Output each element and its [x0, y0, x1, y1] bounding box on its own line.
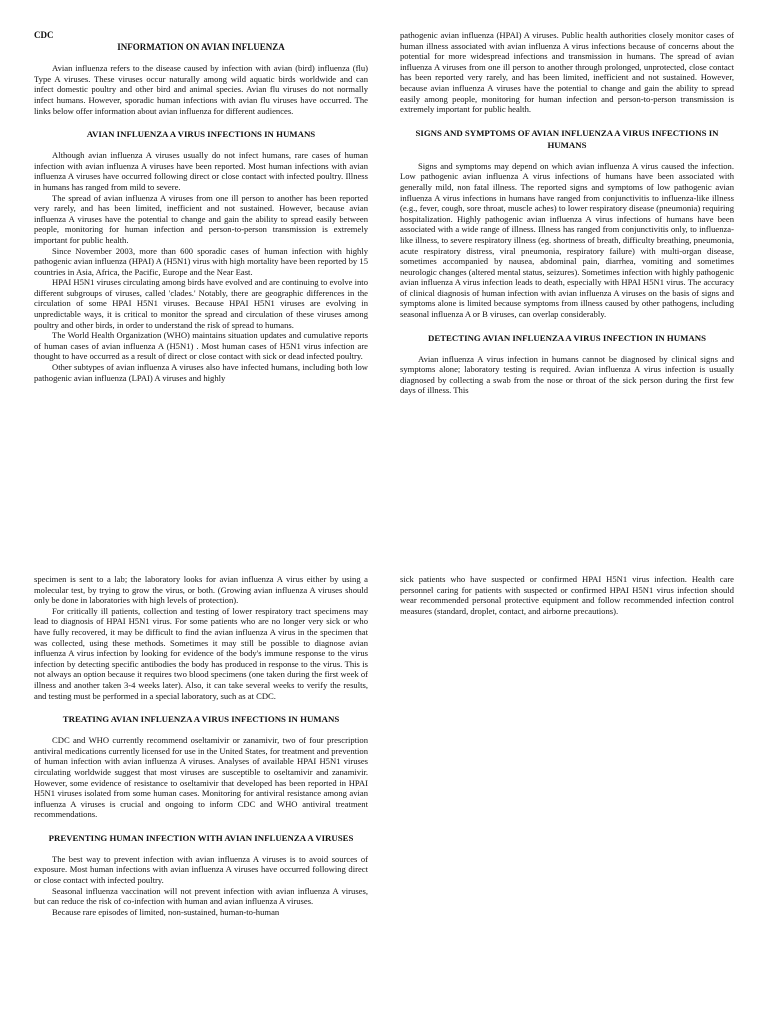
- section-heading-infections: AVIAN INFLUENZA A VIRUS INFECTIONS IN HUMANS: [86, 129, 316, 140]
- paragraph: HPAI H5N1 viruses circulating among birds have evolved and are continuing to evolve into different subgroups of viruses, called 'clades.' Notably, there are geographic differences in the circulation of some HPAI H5N1 viruses. Because HPAI H5N1 viruses are evolving in unpredictable ways, it is critical to monitor the spread and circulation of these viruses among poultry and other birds, in order to understand the risk of spread to humans.: [34, 277, 368, 330]
- paragraph: Avian influenza A virus infection in humans cannot be diagnosed by clinical signs and symptoms alone; laboratory testing is required. Avian influenza A virus infection is usually diagnosed by collecting a swab from the nose or throat of the sick person during the first few days of illness. This: [400, 353, 734, 396]
- page-2-right-column: [400, 574, 734, 616]
- paragraph: CDC and WHO currently recommend oseltamivir or zanamivir, two of four prescription antiviral medications currently licensed for use in the United States, for treatment and prevention of human infection with avian influenza A viruses. Analyses of available HPAI H5N1 viruses circulating worldwide suggest that most viruses are susceptible to oseltamivir and zanamivir. However, some evidence of resistance to oseltamivir that developed has been reported in HPAI H5N1 viruses isolated from some human cases. Monitoring for antiviral resistance among avian influenza A viruses is crucial and ongoing to inform CDC and WHO antiviral treatment recommendations.: [34, 735, 368, 820]
- section-heading-symptoms: SIGNS AND SYMPTOMS OF AVIAN INFLUENZA A VIRUS INFECTIONS IN HUMANS: [415, 127, 719, 150]
- intro-paragraph: Avian influenza refers to the disease caused by infection with avian (bird) influenza (flu) Type A viruses. These viruses occur naturally among wild aquatic birds worldwide and can infect domestic poultry and other bird and animal species. Avian flu viruses do not normally infect humans. However, sporadic human infections with avian flu viruses have occurred. The links below offer information about avian influenza for different audiences.: [34, 63, 368, 116]
- org-label: CDC: [34, 30, 54, 40]
- paragraph: Other subtypes of avian influenza A viruses also have infected humans, including both low pathogenic avian influenza (LPAI) A viruses and highly: [34, 362, 368, 383]
- page-1-left-column: [34, 30, 368, 383]
- paragraph: Because rare episodes of limited, non-sustained, human-to-human: [52, 906, 280, 917]
- page-1-right-column: [400, 30, 734, 396]
- paragraph: sick patients who have suspected or confirmed HPAI H5N1 virus infection. Health care personnel caring for patients with suspected or confirmed HPAI H5N1 virus infection should wear recommended personal protective equipment and follow recommended infection control measures (standard, droplet, contact, and airborne precautions).: [400, 574, 734, 616]
- paragraph: Signs and symptoms may depend on which avian influenza A virus caused the infection. Low pathogenic avian influenza A virus infections of humans have been associated with generally mild, non fatal illness. The reported signs and symptoms of low pathogenic avian influenza A virus infections in humans have ranged from conjunctivitis to influenza-like illness (e.g., fever, cough, sore throat, muscle aches) to lower respiratory disease (pneumonia) requiring hospitalization. Highly pathogenic avian influenza A virus infections of humans have been associated with a wide range of illness. Illness has ranged from conjunctivitis only, to influenza-like illness, to severe respiratory illness (eg. shortness of breath, difficulty breathing, pneumonia, acute respiratory distress, viral pneumonia, respiratory failure) with multi-organ disease, sometimes accompanied by nausea, abdominal pain, diarrhea, vomiting and sometimes neurologic changes (altered mental status, seizures). Sometimes infection with highly pathogenic avian influenza A virus infection leads to death, especially with HPAI H5N1 virus. The accuracy of clinical diagnosis of human infection with avian influenza A viruses on the basis of signs and symptoms alone is limited because symptoms from illness caused by other pathogens, including seasonal influenza A or B viruses, can overlap considerably.: [400, 160, 734, 320]
- page-2-left-column: [34, 574, 368, 917]
- paragraph: specimen is sent to a lab; the laboratory looks for avian influenza A virus either by using a molecular test, by trying to grow the virus, or both. (Growing avian influenza A viruses should only be done in laboratories with high levels of protection).: [34, 574, 368, 606]
- paragraph: For critically ill patients, collection and testing of lower respiratory tract specimens may lead to diagnosis of HPAI H5N1 virus. For some patients who are no longer very sick or who have fully recovered, it may be difficult to find the avian influenza A virus in the specimen that was collected, using these methods. Sometimes it may still be possible to diagnose avian influenza A virus infection by looking for evidence of the body's immune response to the virus infection by detecting specific antibodies the body has produced in response to the virus. This is not always an option because it requires two blood specimens (one taken during the first week of illness and another taken 3-4 weeks later). Also, it can take several weeks to verify the results, and testing must be performed in a special laboratory, such as at CDC.: [34, 605, 368, 701]
- paragraph: The best way to prevent infection with avian influenza A viruses is to avoid sources of exposure. Most human infections with avian influenza A viruses have occurred following direct or close contact with infected poultry.: [34, 853, 368, 886]
- paragraph: Seasonal influenza vaccination will not prevent infection with avian influenza A viruses, but can reduce the risk of co-infection with human and avian influenza A viruses.: [34, 885, 368, 907]
- paragraph: The World Health Organization (WHO) maintains situation updates and cumulative reports of human cases of avian influenza A (H5N1) . Most human cases of H5N1 virus infection are thought to have occurred as a result of direct or close contact with sick or dead infected poultry.: [34, 330, 368, 362]
- section-heading-preventing: PREVENTING HUMAN INFECTION WITH AVIAN INFLUENZA A VIRUSES: [48, 832, 354, 843]
- paragraph: Although avian influenza A viruses usually do not infect humans, rare cases of human infection with avian influenza A viruses have been reported. Most human infections with avian influenza A viruses have occurred following direct or close contact with infected poultry. Illness in humans has ranged from mild to severe.: [34, 150, 368, 192]
- section-heading-treating: TREATING AVIAN INFLUENZA A VIRUS INFECTIONS IN HUMANS: [62, 714, 340, 725]
- paragraph: The spread of avian influenza A viruses from one ill person to another has been reported very rarely, and has been limited, inefficient and not sustained. However, because avian influenza A viruses have the potential to change and gain the ability to spread easily between people, monitoring for human infection and person-to-person transmission is extremely important for public health.: [34, 192, 368, 245]
- paragraph: pathogenic avian influenza (HPAI) A viruses. Public health authorities closely monitor cases of human illness associated with avian influenza A virus infections because of concerns about the potential for more widespread infections and transmission in humans. The spread of avian influenza A viruses from one ill person to another through prolonged, unprotected, close contact has been reported very rarely, and has been limited, inefficient and not sustained. However, because avian influenza A viruses have the potential to change and gain the ability to spread easily among people, monitoring for human infection and person-to-person transmission is extremely important for public health.: [400, 30, 734, 115]
- document-title: INFORMATION ON AVIAN INFLUENZA: [117, 41, 285, 52]
- paragraph: Since November 2003, more than 600 sporadic cases of human infection with highly pathogenic avian influenza (HPAI) A (H5N1) virus with high mortality have been reported by 15 countries in Asia, Africa, the Pacific, Europe and the Near East.: [34, 245, 368, 277]
- section-heading-detecting: DETECTING AVIAN INFLUENZA A VIRUS INFECTION IN HUMANS: [427, 332, 707, 343]
- page-2: [0, 560, 768, 1024]
